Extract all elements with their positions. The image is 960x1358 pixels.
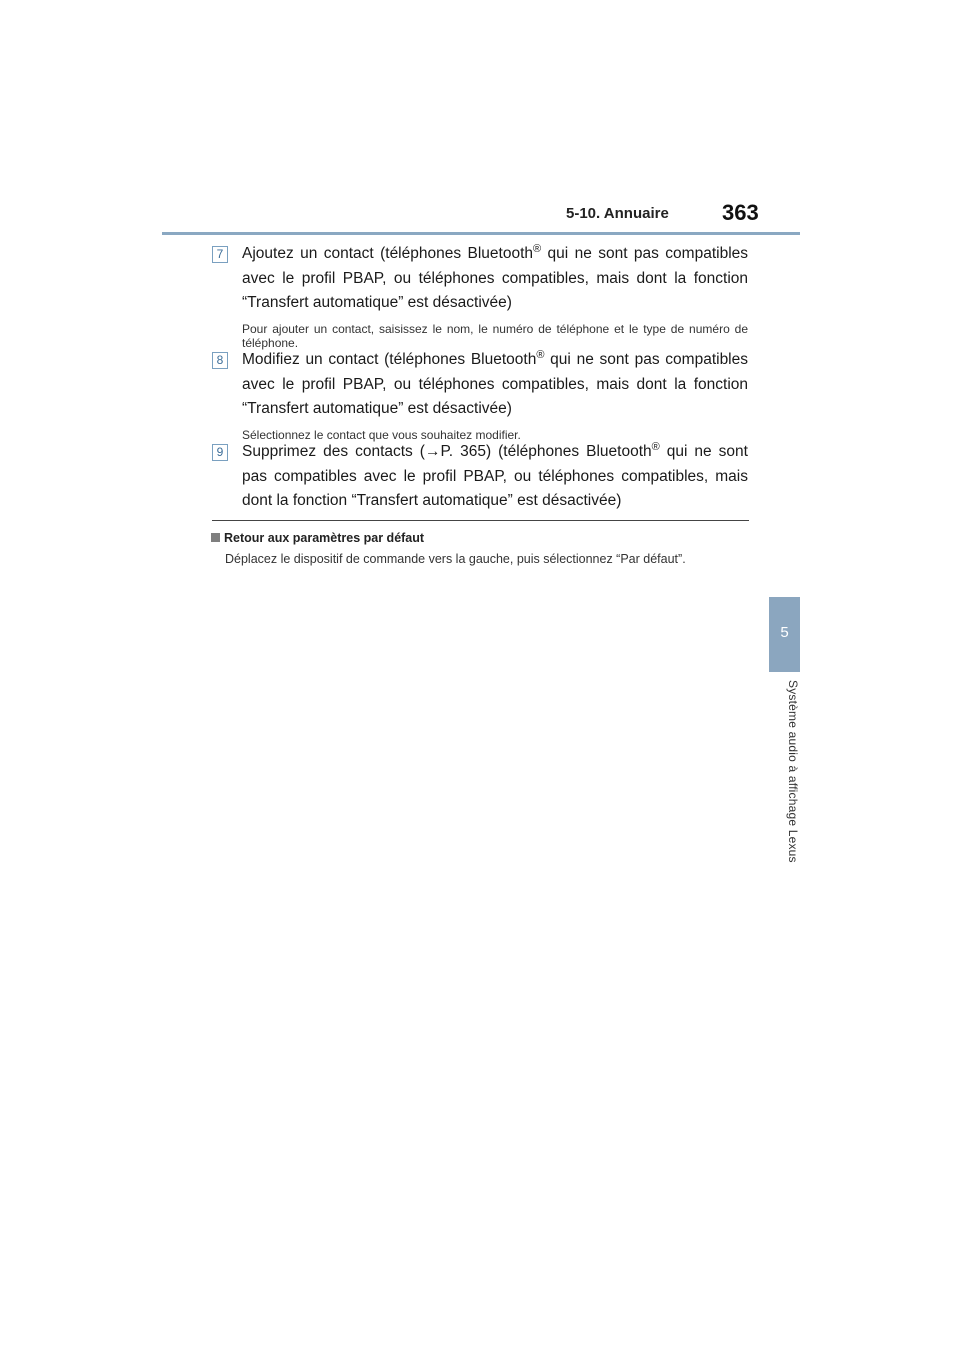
- item-note: Pour ajouter un contact, saisissez le nom, le numéro de téléphone et le type de numéro de téléphone.: [242, 321, 748, 350]
- chapter-tab: [769, 597, 800, 672]
- item-description: [242, 242, 748, 316]
- item-text-part: qui ne sont pas compatibles avec le profil PBAP, ou téléphones compatibles, mais dont la fonction “Transfert automatique” est désactivée): [242, 245, 749, 311]
- list-item-7: [212, 242, 748, 350]
- item-description: [242, 348, 748, 422]
- chapter-number: 5: [780, 624, 789, 641]
- list-item-8: [212, 348, 748, 442]
- list-item-9: [212, 440, 748, 514]
- section-title: 5-10. Annuaire: [566, 205, 669, 222]
- item-text-part: Ajoutez un contact (téléphones Bluetooth: [242, 245, 533, 262]
- chapter-title: Système audio à affichage Lexus: [786, 680, 800, 863]
- item-number-badge: 8: [212, 352, 228, 369]
- item-description: [242, 440, 748, 514]
- item-text-part: Supprimez des contacts (→P. 365) (téléphones Bluetooth: [242, 443, 652, 460]
- item-number-badge: 9: [212, 444, 228, 461]
- registered-mark: ®: [536, 348, 545, 361]
- item-text-part: qui ne sont pas compatibles avec le profil PBAP, ou téléphones compatibles, mais dont la fonction “Transfert automatique” est désactivée): [242, 351, 748, 417]
- header-divider: [162, 232, 800, 235]
- item-text-part: Modifiez un contact (téléphones Bluetooth: [242, 351, 537, 368]
- item-note: Sélectionnez le contact que vous souhaitez modifier.: [242, 427, 521, 442]
- tip-heading: [211, 531, 424, 545]
- tip-body: Déplacez le dispositif de commande vers la gauche, puis sélectionnez “Par défaut”.: [225, 552, 686, 566]
- page-number: 363: [722, 200, 759, 225]
- registered-mark: ®: [533, 242, 542, 255]
- registered-mark: ®: [651, 440, 660, 453]
- item-text-part: qui ne sont pas compatibles avec le profil PBAP, ou téléphones compatibles, mais dont la fonction “Transfert automatique” est désactivée): [242, 443, 748, 509]
- tip-heading-text: Retour aux paramètres par défaut: [224, 531, 425, 545]
- section-divider: [212, 520, 749, 521]
- item-number-badge: 7: [212, 246, 228, 263]
- square-bullet-icon: [211, 533, 220, 542]
